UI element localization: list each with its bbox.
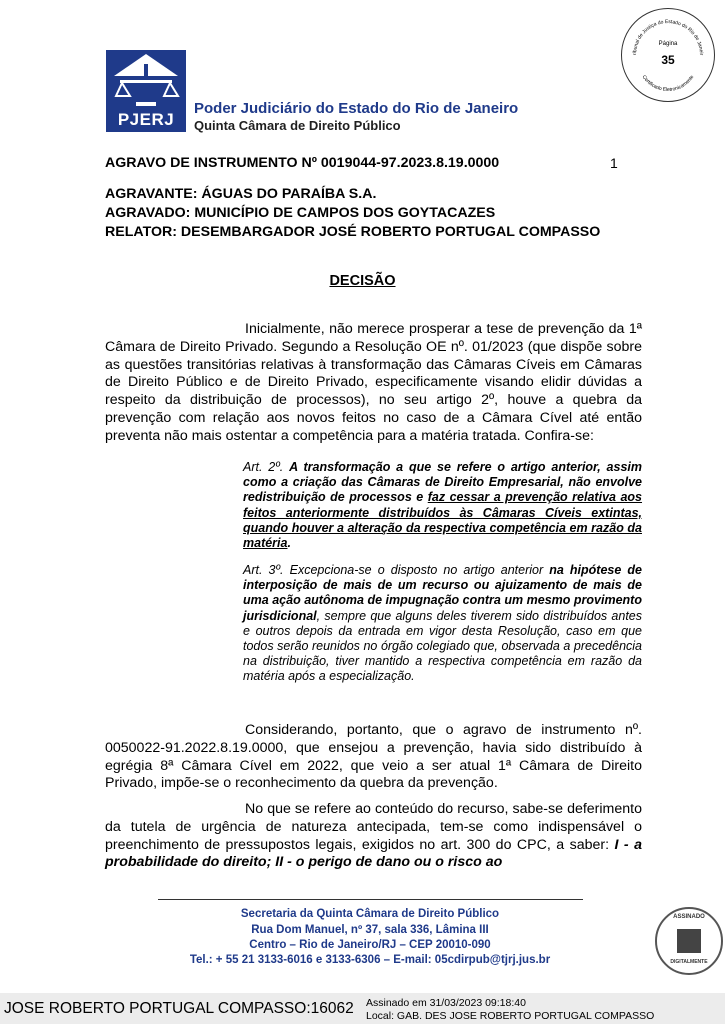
quote-1-underlined: faz cessar a prevenção relativa aos feitos anteriormente distribuídos às Câmaras Cíveis extintas, quando houver a alteração da respectiva competência em razão da matéria — [243, 490, 643, 551]
paragraph-2-text: Considerando, portanto, que o agravo de instrumento nº. 0050022-91.2022.8.19.0000, que ensejou a prevenção, havia sido distribuído à egrégia 8ª Câmara Cível em 2022, que veio a ser atual 1ª Câmara de Direito Privado, impõe-se o reconhecimento da quebra da prevenção. — [105, 722, 642, 792]
quote-article-3 — [243, 563, 642, 685]
paragraph-1 — [105, 321, 642, 446]
quote-1-mid: e — [411, 490, 428, 505]
scales-of-justice-icon — [106, 50, 186, 110]
signature-date: Assinado em 31/03/2023 09:18:40 — [366, 997, 526, 1009]
seal-logo-icon — [677, 929, 701, 953]
logo-text: PJERJ — [117, 110, 175, 129]
paragraph-3-bold: I - a probabilidade do direito; II - o perigo de dano ou o risco ao — [105, 836, 642, 871]
page-number: 1 — [610, 155, 618, 171]
relator: RELATOR: DESEMBARGADOR JOSÉ ROBERTO PORTUGAL COMPASSO — [105, 224, 601, 240]
paragraph-1-text: Inicialmente, não merece prosperar a tese de prevenção da 1ª Câmara de Direito Privado. Segundo a Resolução OE nº. 01/2023 (que dispõe sobre as questões transitórias relativas à transformação das Câmaras Cíveis em Câmaras de Direito Público e de Direito Privado, especificamente visando elidir dúvidas a respeito da distribuição de processos), no seu artigo 2º, houve a quebra da prevenção com relação aos novos feitos no caso de a Câmara Cível até então preventa não mais ostentar a competência para a matéria tratada. Confira-se: — [105, 321, 642, 444]
stamp-ring-top: ribunal de Justiça do Estado do Rio de Janeir — [631, 18, 705, 56]
stamp-page-number: 35 — [661, 53, 675, 67]
seal-bottom-text: DIGITALMENTE — [670, 959, 708, 965]
svg-text:Tribunal de Justiça do Estado — [622, 9, 704, 56]
signature-place: Local: GAB. DES JOSE ROBERTO PORTUGAL COMPASSO — [366, 1010, 655, 1022]
signer-name: JOSE ROBERTO PORTUGAL COMPASSO:16062 — [4, 1000, 354, 1017]
document-title: DECISÃO — [329, 273, 396, 289]
quote-2-lead: Art. 3º. Excepciona-se o disposto no artigo anterior — [243, 563, 550, 577]
paragraph-3-text: No que se refere ao conteúdo do recurso, sabe-se deferimento da tutela de urgência de natureza antecipada, tem-se como indispensável o preenchimento de pressupostos legais, exigidos no art. 300 do CPC, a saber: — [105, 801, 642, 853]
paragraph-2 — [105, 722, 642, 793]
agravado: AGRAVADO: MUNICÍPIO DE CAMPOS DOS GOYTACAZES — [105, 205, 496, 221]
stamp-ring-bottom: Certificado Eletronicamente — [640, 74, 696, 94]
paragraph-3 — [105, 801, 642, 872]
quote-2-rest: , sempre que alguns deles tiverem sido distribuídos antes e outros depois da entrada em vigor desta Resolução, caso em que todos serão reunidos no órgão colegiado que, observada a precedência na distribuição, tiver mantido a respectiva competência em razão da matéria após a especialização. — [243, 608, 642, 684]
pjerj-logo — [106, 50, 186, 132]
footer-line-1: Secretaria da Quinta Câmara de Direito Público — [240, 908, 500, 920]
seal-top-text: ASSINADO — [673, 914, 705, 920]
quote-1-bold: A transformação a que se refere o artigo anterior, assim como a criação das Câmaras de Direito Empresarial, não envolve redistribuição de processos — [243, 460, 642, 505]
quote-1-lead: Art. 2º. — [243, 460, 290, 474]
quote-article-2 — [243, 460, 642, 551]
court-name: Poder Judiciário do Estado do Rio de Janeiro — [194, 100, 519, 117]
stamp-label: Página — [658, 41, 678, 47]
digital-signature-seal — [655, 907, 723, 975]
footer-line-2: Rua Dom Manuel, nº 37, sala 336, Lâmina III — [251, 924, 489, 936]
agravante: AGRAVANTE: ÁGUAS DO PARAÍBA S.A. — [105, 186, 377, 202]
chamber-name: Quinta Câmara de Direito Público — [194, 118, 401, 133]
footer-line-4: Tel.: + 55 21 3133-6016 e 3133-6306 – E-mail: 05cdirpub@tjrj.jus.br — [189, 954, 551, 966]
quote-2-bold: na hipótese de interposição de mais de um recurso ou ajuizamento de mais de uma ação autônoma de impugnação contra um mesmo provimento jurisdicional — [243, 563, 642, 623]
page-stamp — [621, 8, 715, 102]
quote-1-end: . — [287, 536, 291, 551]
case-number: AGRAVO DE INSTRUMENTO Nº 0019044-97.2023.8.19.0000 — [105, 155, 500, 171]
footer-divider — [158, 899, 583, 900]
footer-line-3: Centro – Rio de Janeiro/RJ – CEP 20010-090 — [249, 939, 491, 951]
svg-text:Certificado Eletronicamente — [641, 74, 696, 93]
